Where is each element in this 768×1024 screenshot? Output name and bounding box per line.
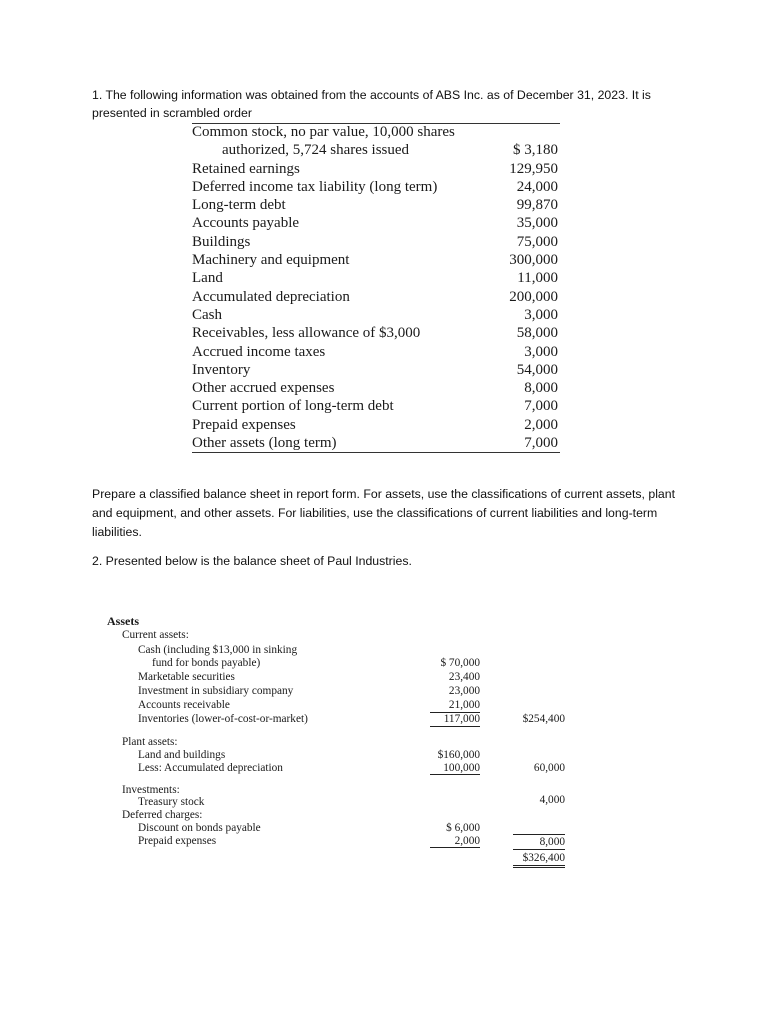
- deferred-charges-total: 8,000: [539, 836, 565, 848]
- account-label: Accrued income taxes: [192, 343, 326, 360]
- account-label: Inventory: [192, 361, 251, 378]
- account-row: [192, 123, 560, 141]
- account-amount: 24,000: [516, 178, 558, 195]
- account-row: [192, 141, 560, 159]
- account-amount: 54,000: [516, 361, 558, 378]
- account-amount: 3,000: [524, 343, 558, 360]
- account-label: authorized, 5,724 shares issued: [222, 142, 410, 159]
- current-assets-total: $254,400: [522, 713, 565, 725]
- account-row: [192, 196, 560, 214]
- grand-total-overline: [513, 849, 565, 850]
- account-amount: 200,000: [509, 288, 558, 305]
- account-label: Land: [192, 270, 223, 287]
- paul-industries-balance-sheet: [105, 612, 570, 872]
- deferred-total-overline: [513, 834, 565, 835]
- account-label: Common stock, no par value, 10,000 shares: [192, 124, 455, 140]
- treasury-stock-total: 4,000: [539, 794, 565, 806]
- account-row: [192, 251, 560, 269]
- marketable-securities-amount: 23,400: [448, 671, 480, 683]
- marketable-securities-label: Marketable securities: [138, 671, 235, 683]
- assets-heading: Assets: [107, 614, 139, 628]
- account-label: Deferred income tax liability (long term): [192, 178, 438, 195]
- account-amount: 75,000: [516, 233, 558, 250]
- land-buildings-label: Land and buildings: [138, 749, 226, 761]
- total-assets: $326,400: [522, 852, 565, 864]
- account-row: [192, 306, 560, 324]
- account-label: Other assets (long term): [192, 435, 337, 452]
- account-amount: 58,000: [516, 325, 558, 342]
- account-label: Long-term debt: [192, 197, 286, 214]
- inventories-amount: 117,000: [443, 713, 480, 725]
- accumulated-depreciation-label: Less: Accumulated depreciation: [138, 762, 283, 774]
- plant-subtotal-rule: [430, 774, 480, 775]
- account-amount: 3,000: [524, 306, 558, 323]
- account-label: Receivables, less allowance of $3,000: [192, 325, 421, 342]
- table-bottom-rule: [192, 452, 560, 453]
- account-row: [192, 160, 560, 178]
- account-label: Current portion of long-term debt: [192, 398, 394, 415]
- accumulated-depreciation-amount: 100,000: [443, 762, 480, 774]
- account-label: Retained earnings: [192, 160, 300, 177]
- account-row: [192, 416, 560, 434]
- account-row: [192, 361, 560, 379]
- account-label: Prepaid expenses: [192, 416, 296, 433]
- account-amount: 35,000: [516, 215, 558, 232]
- account-label: Machinery and equipment: [192, 252, 350, 269]
- account-row: [192, 397, 560, 415]
- grand-total-double-rule-2: [513, 867, 565, 868]
- account-amount: 7,000: [524, 435, 558, 452]
- account-row: [192, 324, 560, 342]
- deferred-subtotal-rule: [430, 847, 480, 848]
- question-1-text: 1. The following information was obtained from the accounts of ABS Inc. as of December 31, 2023. It is presented in scrambled order: [92, 88, 651, 120]
- question-2-text: 2. Presented below is the balance sheet of Paul Industries.: [92, 554, 412, 568]
- account-row: [192, 269, 560, 287]
- prepaid-expenses-label: Prepaid expenses: [138, 835, 217, 847]
- account-label: Accumulated depreciation: [192, 288, 350, 305]
- grand-total-double-rule-1: [513, 865, 565, 866]
- treasury-stock-label: Treasury stock: [138, 796, 205, 808]
- investment-subsidiary-amount: 23,000: [448, 685, 480, 697]
- instruction-text: Prepare a classified balance sheet in report form. For assets, use the classifications of current assets, plant and equipment, and other assets. For liabilities, use the classifications of current liabilities and long-term liabilities.: [92, 487, 676, 539]
- account-amount: 300,000: [509, 252, 558, 269]
- scrambled-accounts-table: [192, 123, 560, 452]
- account-row: [192, 178, 560, 196]
- prepaid-expenses-amount: 2,000: [454, 835, 480, 847]
- account-row: [192, 434, 560, 452]
- current-subtotal-rule: [430, 726, 480, 727]
- accounts-receivable-label: Accounts receivable: [138, 699, 230, 711]
- deferred-charges-label: Deferred charges:: [122, 809, 203, 821]
- account-label: Buildings: [192, 233, 251, 250]
- current-assets-label: Current assets:: [122, 629, 189, 641]
- account-row: [192, 214, 560, 232]
- land-buildings-amount: $160,000: [437, 749, 480, 761]
- cash-label-line-1: Cash (including $13,000 in sinking: [138, 644, 298, 656]
- account-row: [192, 343, 560, 361]
- inventories-label: Inventories (lower-of-cost-or-market): [138, 713, 308, 725]
- plant-assets-label: Plant assets:: [122, 736, 178, 748]
- account-amount: 2,000: [524, 416, 558, 433]
- account-amount: 7,000: [524, 398, 558, 415]
- account-row: [192, 233, 560, 251]
- account-amount: 99,870: [516, 197, 558, 214]
- investment-subsidiary-label: Investment in subsidiary company: [138, 685, 294, 697]
- account-amount: $ 3,180: [513, 142, 558, 159]
- accounts-receivable-amount: 21,000: [448, 699, 480, 711]
- account-row: [192, 288, 560, 306]
- cash-amount: $ 70,000: [440, 657, 480, 669]
- plant-assets-total: 60,000: [533, 762, 565, 774]
- account-label: Accounts payable: [192, 215, 300, 232]
- account-amount: 8,000: [524, 380, 558, 397]
- account-label: Cash: [192, 306, 222, 323]
- discount-bonds-amount: $ 6,000: [446, 822, 480, 834]
- account-label: Other accrued expenses: [192, 380, 335, 397]
- investments-label: Investments:: [122, 784, 180, 796]
- account-amount: 129,950: [509, 160, 558, 177]
- cash-label-line-2: fund for bonds payable): [152, 657, 261, 669]
- account-row: [192, 379, 560, 397]
- account-amount: 11,000: [517, 270, 558, 287]
- discount-bonds-label: Discount on bonds payable: [138, 822, 261, 834]
